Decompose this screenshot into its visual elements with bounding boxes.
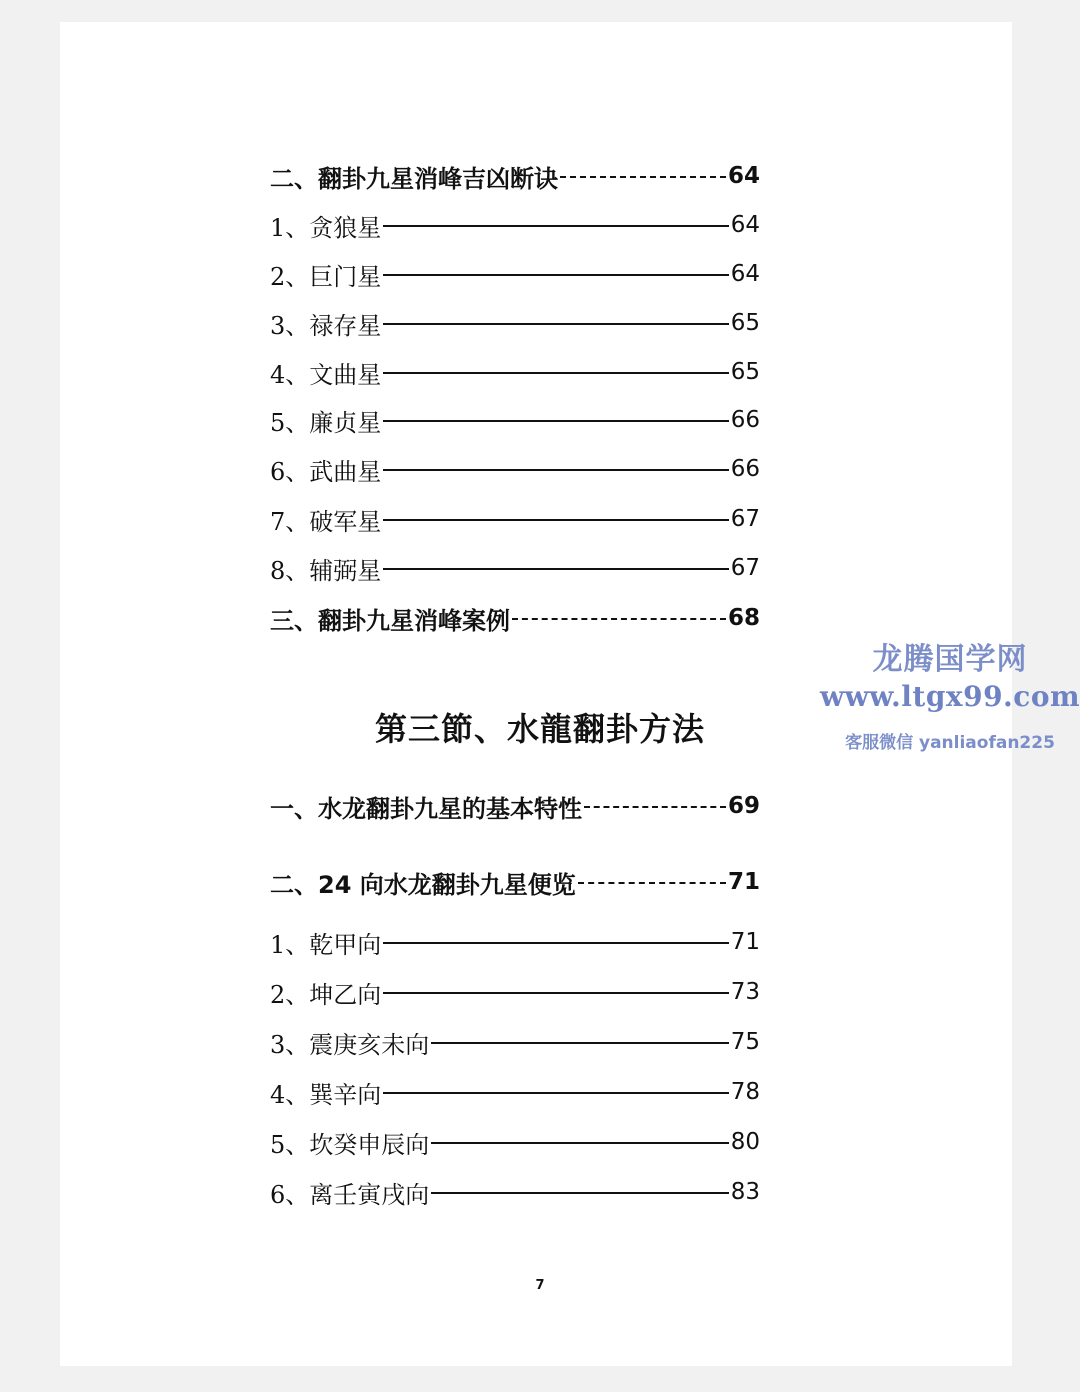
toc-entry-page: 71: [730, 929, 760, 955]
toc-entry-page: 64: [730, 212, 760, 238]
toc-entry-page: 80: [730, 1129, 760, 1155]
toc-entry: [270, 305, 760, 341]
toc-entry-label: 3、禄存星: [270, 311, 382, 340]
toc-entry-label: 5、坎癸申辰向: [270, 1130, 430, 1159]
toc-leader: [383, 225, 728, 227]
toc-entry-page: 71: [727, 869, 760, 895]
toc-entry-label: 8、辅弼星: [270, 556, 382, 585]
toc-entry: [270, 600, 760, 636]
toc-leader: [383, 992, 728, 994]
toc-entry: [270, 1074, 760, 1110]
toc-entry: [270, 1174, 760, 1210]
toc-entry-label: 2、巨门星: [270, 262, 382, 291]
toc-entry-label: 1、贪狼星: [270, 213, 382, 242]
toc-entry-label: 二、翻卦九星消峰吉凶断诀: [270, 164, 558, 193]
toc-leader: [383, 420, 728, 422]
toc-leader: [512, 618, 726, 620]
toc-entry-page: 68: [727, 605, 760, 631]
toc-entry: [270, 788, 760, 824]
toc-entry: [270, 864, 760, 900]
toc-leader: [578, 882, 726, 884]
toc-leader: [383, 323, 728, 325]
toc-entry-label: 3、震庚亥未向: [270, 1030, 430, 1059]
toc-entry-label: 5、廉贞星: [270, 408, 382, 437]
toc-leader: [383, 942, 728, 944]
toc-entry-label: 4、文曲星: [270, 360, 382, 389]
toc-entry-label: 7、破军星: [270, 507, 382, 536]
toc-leader: [431, 1042, 728, 1044]
toc-leader: [383, 274, 728, 276]
toc-entry: [270, 550, 760, 586]
toc-entry: [270, 256, 760, 292]
watermark-contact: 客服微信 yanliaofan225: [845, 733, 1055, 753]
toc-entry-label: 6、武曲星: [270, 457, 382, 486]
toc-entry: [270, 1024, 760, 1060]
toc-entry: [270, 402, 760, 438]
toc-entry-label: 1、乾甲向: [270, 930, 382, 959]
toc-entry-label: 二、24 向水龙翻卦九星便览: [270, 870, 576, 899]
toc-entry: [270, 974, 760, 1010]
toc-entry-page: 64: [730, 261, 760, 287]
toc-leader: [383, 519, 728, 521]
toc-entry-page: 66: [730, 407, 760, 433]
toc-leader: [383, 568, 728, 570]
toc-entry-label: 一、水龙翻卦九星的基本特性: [270, 794, 582, 823]
toc-entry-page: 67: [730, 555, 760, 581]
toc-entry: [270, 501, 760, 537]
section-title: 第三節、水龍翻卦方法: [374, 710, 705, 748]
toc-entry-page: 65: [730, 359, 760, 385]
toc-leader: [560, 176, 726, 178]
toc-entry-page: 69: [727, 793, 760, 819]
toc-leader: [383, 469, 728, 471]
toc-entry-page: 83: [730, 1179, 760, 1205]
toc-leader: [584, 806, 726, 808]
toc-entry-page: 65: [730, 310, 760, 336]
toc-entry-label: 4、巽辛向: [270, 1080, 382, 1109]
toc-entry: [270, 158, 760, 194]
toc-leader: [383, 372, 728, 374]
toc-entry-page: 64: [727, 163, 760, 189]
toc-leader: [431, 1142, 728, 1144]
toc-entry-label: 三、翻卦九星消峰案例: [270, 606, 510, 635]
toc-leader: [383, 1092, 728, 1094]
toc-entry-page: 78: [730, 1079, 760, 1105]
toc-entry: [270, 1124, 760, 1160]
toc-entry-page: 67: [730, 506, 760, 532]
watermark-url: www.ltgx99.com: [820, 680, 1080, 713]
toc-entry: [270, 451, 760, 487]
page-number: 7: [535, 1278, 545, 1293]
toc-entry-page: 73: [730, 979, 760, 1005]
toc-entry: [270, 354, 760, 390]
toc-entry-page: 66: [730, 456, 760, 482]
toc-entry: [270, 207, 760, 243]
toc-entry-page: 75: [730, 1029, 760, 1055]
watermark-site-name: 龙腾国学网: [872, 642, 1028, 677]
toc-entry: [270, 924, 760, 960]
toc-entry-label: 2、坤乙向: [270, 980, 382, 1009]
toc-leader: [431, 1192, 728, 1194]
toc-entry-label: 6、离壬寅戌向: [270, 1180, 430, 1209]
